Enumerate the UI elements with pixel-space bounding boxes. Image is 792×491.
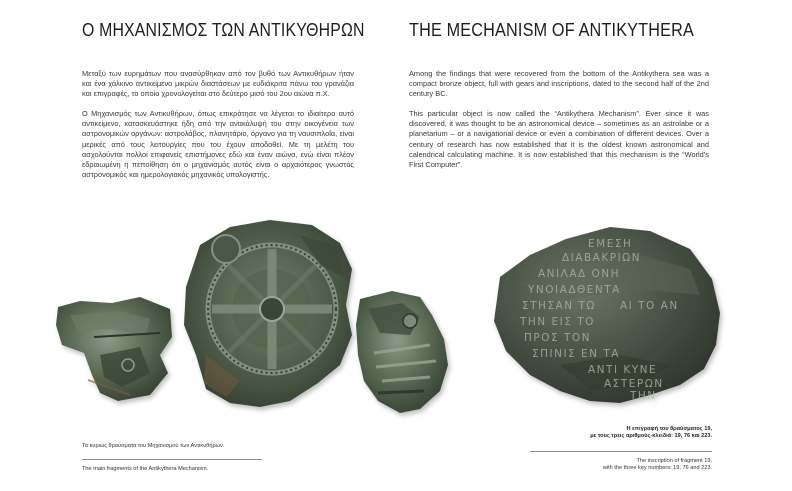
caption-divider-right xyxy=(530,451,712,452)
caption-right-greek-line-1: Η επιγραφή του θραύσματος 19, xyxy=(626,426,712,432)
fragment-main-gear xyxy=(184,220,352,407)
fragment-right-middle xyxy=(356,291,448,413)
inscription-line-6: ΑΙ ΤΟ ΑΝ xyxy=(620,300,679,312)
inscription-line-7: ΤΗΝ ΕΙΣ ΤΟ xyxy=(520,316,595,328)
fragments-photo xyxy=(0,205,792,435)
caption-right-english xyxy=(603,458,712,472)
fragment-19-inscription xyxy=(494,227,720,403)
inscription-line-2: ΔΙΑΒΑΚΡΙΩΝ xyxy=(562,252,642,264)
caption-left-greek: Τα κυριώς θραύσματα του Μηχανισμού των Αντικυθήρων. xyxy=(82,443,225,449)
inscription-line-9: ΣΠΙΝΙΣ ΕΝ ΤΑ xyxy=(532,348,620,360)
greek-text-column xyxy=(82,69,354,190)
inscription-line-5: ΣΤΗΣΑΝ ΤΩ xyxy=(522,300,596,312)
caption-right-greek xyxy=(590,426,712,440)
inscription-line-4: ΥΝΟΙΑΔΘΕΝΤΑ xyxy=(528,284,621,296)
inscription-line-8: ΠΡΟΣ ΤΟΝ xyxy=(524,332,591,344)
caption-right-english-line-2: with the three key numbers: 19, 76 and 223. xyxy=(602,465,712,471)
greek-paragraph-2: Ο Μηχανισμός των Αντικυθήρων, όπως επικράτησε να λέγεται το ιδιαίτερο αυτό αντικείμενο, κατασκευάστηκε ήδη από την ανακάλυψή του στην οικογένεια των αστρονομικών οργάνων: αστρολάβος, πλανητάριο, όργανο για τη ναυσιπλοΐα, είναι μερικές από τους λειτουργίες που του έχουν αποδοθεί. Με τη μελέτη του ασχολούνται πολλοί επιφανείς επιστήμονες εδώ και έναν αιώνα, ενώ είναι πλέον εδραιωμένη η πεποίθηση ότι ο μηχανισμός αυτός είναι ο αρχαιότερος γνωστός αστρονομικός και ημερολογιακός μηχανικός υπολογιστής. xyxy=(82,109,354,179)
inscription-line-12: ΤΗΝ xyxy=(630,390,657,402)
english-paragraph-1: Among the findings that were recovered from the bottom of the Antikythera sea was a compact bronze object, full with gears and inscriptions, dated to the second half of the 2nd century BC. xyxy=(409,69,709,99)
english-paragraph-2: This particular object is now called the “Antikythera Mechanism”. Ever since it was discovered, it was thought to be an astronomical device – sometimes as an astrolabe or a planetarium – or a navigational device or even a combination of different devices. Over a century of research has now established that it is the oldest known astronomical and calendrical calculating machine. It is now established that this mechanism is the “World’s First Computer”. xyxy=(409,109,709,169)
inscription-line-10: ΑΝΤΙ ΚΥΝΕ xyxy=(588,364,658,376)
page-title-english: THE MECHANISM OF ANTIKYTHERA xyxy=(409,20,694,40)
page-title-greek: Ο ΜΗΧΑΝΙΣΜΟΣ ΤΩΝ ΑΝΤΙΚΥΘΗΡΩΝ xyxy=(82,20,365,40)
english-text-column xyxy=(409,69,709,180)
caption-divider-left xyxy=(82,459,262,460)
inscription-line-11: ΑΣΤΕΡΩΝ xyxy=(604,378,664,390)
fragment-small-left xyxy=(56,297,172,401)
caption-right-english-line-1: The inscription of fragment 19, xyxy=(636,458,712,464)
inscription-line-3: ΑΝΙΛΑΔ ΟΝΗ xyxy=(538,268,621,280)
greek-paragraph-1: Μεταξύ των ευρημάτων που ανασύρθηκαν από τον βυθό των Αντικυθήρων ήταν και ένα χάλκινο αντικείμενο μικρών διαστάσεων με ευδιάκριτα πάνω του γρανάζια και επιγραφές, το οποίο χρονολογείται στο δεύτερο μισό του 2ου αιώνα π.Χ. xyxy=(82,69,354,99)
inscription-line-1: ΕΜΕΣΗ xyxy=(588,238,633,250)
caption-left-english: The main fragments of the Antikythera Mechanism. xyxy=(82,466,209,472)
caption-right-greek-line-2: με τους τρεις αριθμούς-κλειδιά: 19, 76 και 223. xyxy=(590,433,712,439)
